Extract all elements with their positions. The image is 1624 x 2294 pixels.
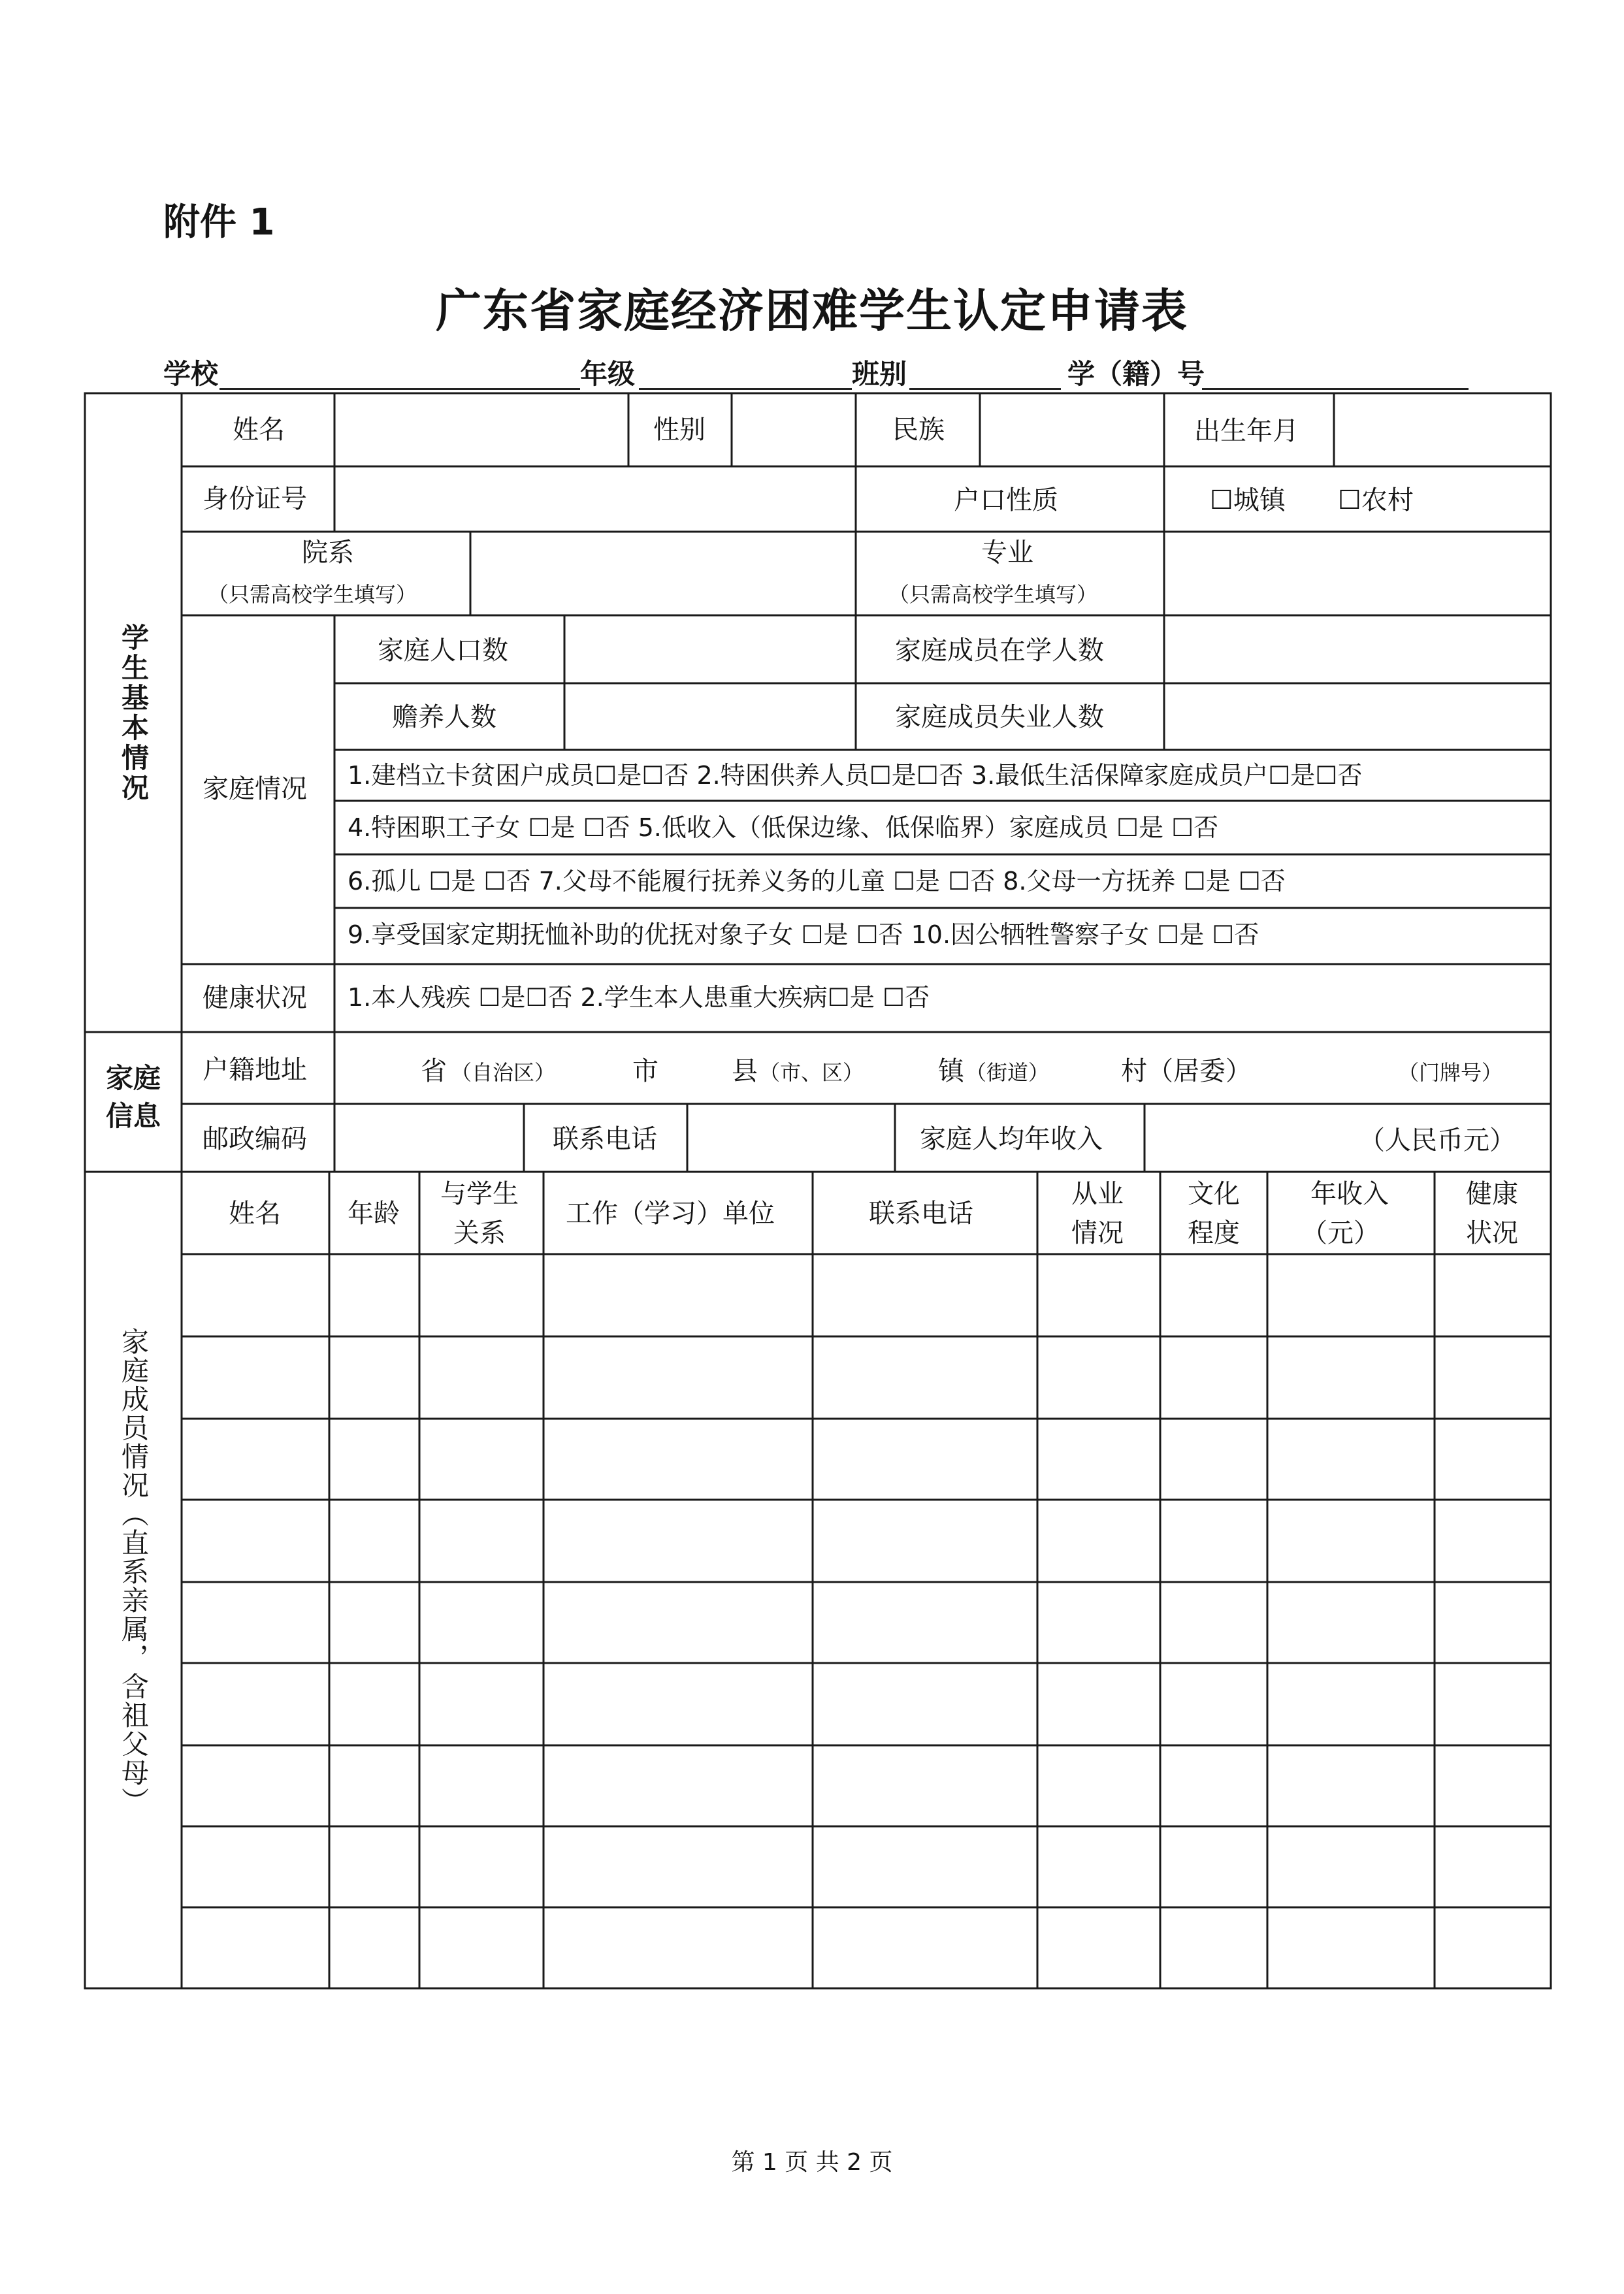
household-size-field[interactable] — [564, 617, 854, 682]
dependents-field[interactable] — [564, 685, 854, 749]
unemployed-label: 家庭成员失业人数 — [895, 702, 1104, 732]
section-family-info-text: 家庭信息 — [105, 1062, 161, 1132]
address-province-note: （自治区） — [451, 1060, 556, 1085]
health-options[interactable]: 1.本人残疾 ☐是☐否 2.学生本人患重大疾病☐是 ☐否 — [348, 983, 930, 1012]
class-label: 班别 — [852, 358, 907, 390]
name-label: 姓名 — [233, 415, 285, 445]
members-col-income-1: 年收入 — [1310, 1179, 1389, 1209]
section-student-basic: 学生基本情况 — [118, 623, 150, 803]
id-no-field[interactable] — [334, 468, 854, 530]
members-col-job-1: 从业 — [1071, 1179, 1124, 1209]
grade-label: 年级 — [580, 358, 636, 390]
hukou-rural-checkbox[interactable]: ☐农村 — [1338, 485, 1414, 515]
members-table-body[interactable] — [182, 1255, 1550, 1987]
members-col-phone: 联系电话 — [869, 1199, 973, 1229]
family-condition-line-4[interactable]: 9.享受国家定期抚恤补助的优抚对象子女 ☐是 ☐否 10.因公牺牲警察子女 ☐是 ☐否 — [348, 920, 1259, 949]
family-condition-line-2[interactable]: 4.特困职工子女 ☐是 ☐否 5.低收入（低保边缘、低保临界）家庭成员 ☐是 ☐否 — [348, 813, 1219, 842]
section-family-info — [85, 1059, 182, 1135]
student-no-label: 学（籍）号 — [1067, 358, 1205, 390]
page-number: 第 1 页 共 2 页 — [731, 2149, 893, 2176]
income-label: 家庭人均年收入 — [920, 1124, 1103, 1154]
major-label: 专业 — [981, 538, 1033, 568]
members-col-edu-2: 程度 — [1188, 1218, 1240, 1248]
members-col-health-2: 状况 — [1466, 1218, 1518, 1248]
address-label: 户籍地址 — [203, 1055, 307, 1085]
birth-field[interactable] — [1334, 395, 1550, 465]
hukou-type-label: 户口性质 — [954, 485, 1058, 515]
postcode-field[interactable] — [334, 1105, 523, 1171]
members-col-income-2: （元） — [1301, 1218, 1380, 1248]
address-field[interactable] — [334, 1033, 1550, 1103]
address-house-no: （门牌号） — [1398, 1060, 1503, 1085]
id-no-label: 身份证号 — [203, 484, 307, 514]
phone-label: 联系电话 — [553, 1124, 657, 1154]
members-col-job-2: 情况 — [1071, 1218, 1124, 1248]
address-county-note: （市、区） — [759, 1060, 864, 1085]
dept-note: （只需高校学生填写） — [208, 582, 417, 607]
gender-field[interactable] — [732, 395, 854, 465]
health-label: 健康状况 — [203, 983, 307, 1013]
address-town-note: （街道） — [966, 1060, 1050, 1085]
family-condition-line-3[interactable]: 6.孤儿 ☐是 ☐否 7.父母不能履行抚养义务的儿童 ☐是 ☐否 8.父母一方抚养 ☐是 ☐否 — [348, 867, 1286, 896]
family-situation-label: 家庭情况 — [203, 774, 307, 804]
address-province: 省 — [421, 1056, 447, 1086]
address-town: 镇 — [938, 1056, 964, 1086]
address-city: 市 — [632, 1056, 658, 1086]
birth-label: 出生年月 — [1194, 416, 1299, 446]
address-village: 村（居委） — [1121, 1056, 1252, 1086]
phone-field[interactable] — [687, 1105, 894, 1171]
major-note: （只需高校学生填写） — [888, 582, 1098, 607]
dept-field[interactable] — [470, 533, 854, 614]
household-size-label: 家庭人口数 — [378, 636, 508, 666]
members-col-relation-1: 与学生 — [440, 1179, 519, 1209]
postcode-label: 邮政编码 — [203, 1124, 307, 1154]
students-in-family-field[interactable] — [1164, 617, 1550, 682]
members-col-age: 年龄 — [348, 1199, 400, 1229]
members-col-relation-2: 关系 — [453, 1218, 506, 1248]
name-field[interactable] — [334, 395, 627, 465]
unemployed-field[interactable] — [1164, 685, 1550, 749]
address-county: 县 — [732, 1056, 758, 1086]
form-title: 广东省家庭经济困难学生认定申请表 — [436, 283, 1188, 338]
gender-label: 性别 — [653, 415, 706, 445]
members-col-edu-1: 文化 — [1188, 1179, 1240, 1209]
dept-label: 院系 — [302, 538, 354, 568]
income-unit: （人民币元） — [1359, 1125, 1516, 1155]
hukou-urban-checkbox[interactable]: ☐城镇 — [1210, 485, 1286, 515]
dependents-label: 赡养人数 — [392, 702, 496, 732]
members-col-health-1: 健康 — [1466, 1179, 1518, 1209]
school-label: 学校 — [163, 358, 219, 390]
family-condition-line-1[interactable]: 1.建档立卡贫困户成员☐是☐否 2.特困供养人员☐是☐否 3.最低生活保障家庭成员户☐是☐否 — [348, 761, 1363, 790]
ethnicity-field[interactable] — [980, 395, 1163, 465]
section-family-members: 家庭成员情况（直系亲属，含祖父母） — [118, 1327, 150, 1816]
members-col-name: 姓名 — [229, 1199, 281, 1229]
members-col-work: 工作（学习）单位 — [566, 1199, 775, 1229]
ethnicity-label: 民族 — [892, 415, 945, 445]
major-field[interactable] — [1164, 533, 1550, 614]
students-in-family-label: 家庭成员在学人数 — [895, 636, 1104, 666]
appendix-label: 附件 1 — [163, 201, 275, 244]
